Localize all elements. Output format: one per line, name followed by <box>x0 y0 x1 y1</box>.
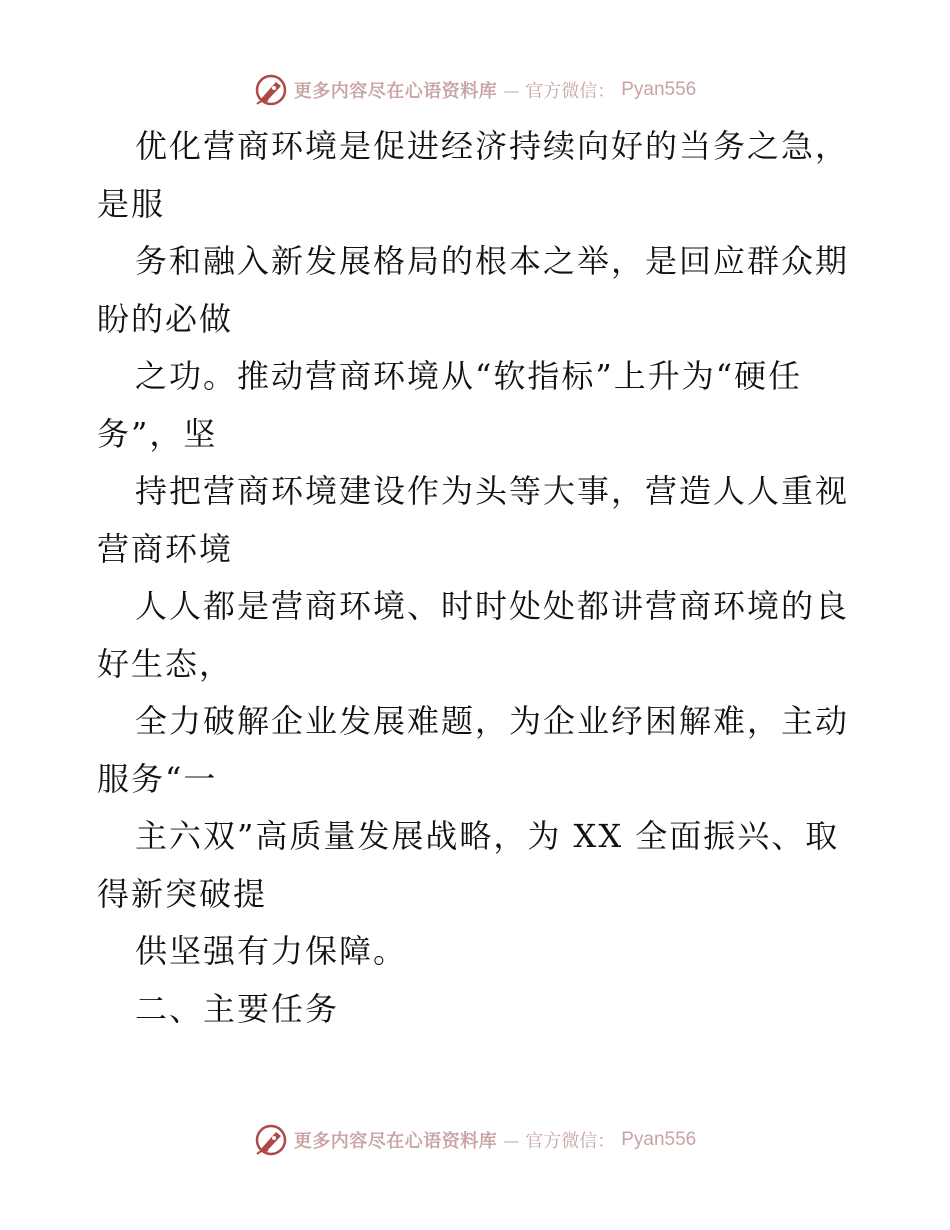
text-line: 是服 <box>97 184 166 223</box>
watermark-brand-text: 更多内容尽在心语资料库 <box>293 81 498 102</box>
watermark-dash: — <box>503 1130 520 1150</box>
section-heading: 二、主要任务 <box>135 989 340 1028</box>
document-body <box>97 118 857 1038</box>
text-line: 人人都是营商环境、时时处处都讲营商环境的良 <box>135 587 850 625</box>
text-line: 全力破解企业发展难题，为企业纾困解难，主动 <box>135 702 850 740</box>
text-line: 得新突破提 <box>97 874 268 913</box>
header-watermark <box>0 70 950 110</box>
watermark-brand-text: 更多内容尽在心语资料库 <box>293 1131 498 1152</box>
footer-watermark <box>0 1120 950 1160</box>
watermark-label: 官方微信： <box>525 1131 616 1152</box>
text-line: 务”，坚 <box>97 414 218 453</box>
pen-nib-circle-icon <box>254 73 288 107</box>
text-line: 优化营商环境是促进经济持续向好的当务之急， <box>135 127 850 165</box>
text-line: 营商环境 <box>97 529 234 568</box>
text-line: 务和融入新发展格局的根本之举，是回应群众期 <box>135 242 850 280</box>
text-line: 盼的必做 <box>97 299 234 338</box>
text-line: 供坚强有力保障。 <box>135 932 408 970</box>
text-line: 主六双”高质量发展战略，为 XX 全面振兴、取 <box>135 817 840 855</box>
watermark-handle: Pyan556 <box>621 79 697 100</box>
watermark-dash: — <box>503 80 520 100</box>
text-line: 服务“一 <box>97 759 218 798</box>
text-line: 之功。推动营商环境从“软指标”上升为“硬任 <box>135 357 803 395</box>
watermark-label: 官方微信： <box>525 81 616 102</box>
text-line: 持把营商环境建设作为头等大事，营造人人重视 <box>135 472 850 510</box>
text-line: 好生态， <box>97 644 234 683</box>
watermark-handle: Pyan556 <box>621 1129 697 1150</box>
pen-nib-circle-icon <box>254 1123 288 1157</box>
